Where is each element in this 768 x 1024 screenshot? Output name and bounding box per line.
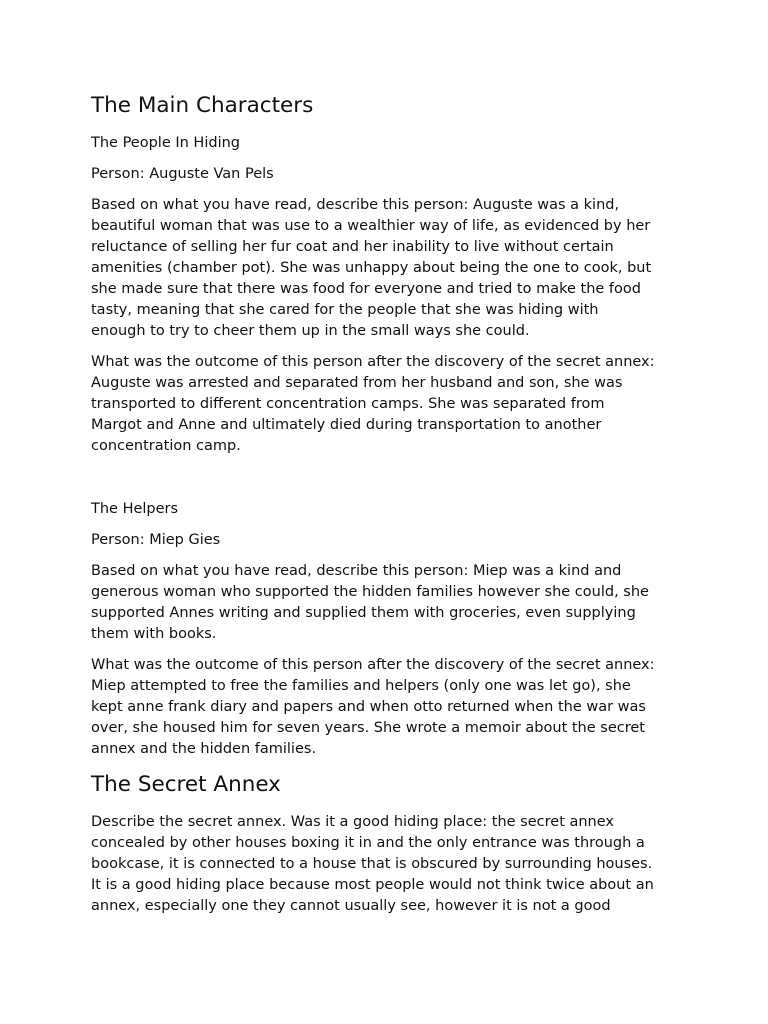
text-line: enough to try to cheer them up in the small ways she could.: [91, 323, 530, 339]
text-line: she made sure that there was food for everyone and tried to make the food: [91, 281, 641, 297]
subheading-people-in-hiding: The People In Hiding: [91, 135, 240, 151]
text-line: Auguste was arrested and separated from her husband and son, she was: [91, 375, 623, 391]
text-line: amenities (chamber pot). She was unhappy about being the one to cook, but: [91, 260, 652, 276]
text-line: concentration camp.: [91, 438, 241, 454]
text-line: them with books.: [91, 626, 217, 642]
text-line: Margot and Anne and ultimately died during transportation to another: [91, 417, 602, 433]
text-line: generous woman who supported the hidden families however she could, she: [91, 584, 649, 600]
text-line: What was the outcome of this person after the discovery of the secret annex:: [91, 354, 655, 370]
subheading-helpers: The Helpers: [91, 501, 179, 517]
person-miep-gies: Person: Miep Gies: [91, 532, 221, 548]
text-line: Based on what you have read, describe this person: Miep was a kind and: [91, 563, 622, 579]
text-line: annex, especially one they cannot usually see, however it is not a good: [91, 898, 611, 914]
secret-annex-description: [91, 812, 691, 917]
text-line: Miep attempted to free the families and helpers (only one was let go), she: [91, 678, 631, 694]
text-line: bookcase, it is connected to a house that is obscured by surrounding houses.: [91, 856, 653, 872]
miep-outcome: [91, 655, 691, 760]
auguste-description: [91, 195, 691, 342]
text-line: Describe the secret annex. Was it a good hiding place: the secret annex: [91, 814, 614, 830]
heading-secret-annex: The Secret Annex: [91, 772, 281, 797]
text-line: over, she housed him for seven years. She wrote a memoir about the secret: [91, 720, 645, 736]
text-line: annex and the hidden families.: [91, 741, 317, 757]
text-line: It is a good hiding place because most people would not think twice about an: [91, 877, 654, 893]
person-auguste-van-pels: Person: Auguste Van Pels: [91, 166, 274, 182]
text-line: reluctance of selling her fur coat and her inability to live without certain: [91, 239, 614, 255]
miep-description: [91, 561, 691, 645]
text-line: What was the outcome of this person after the discovery of the secret annex:: [91, 657, 655, 673]
text-line: transported to different concentration camps. She was separated from: [91, 396, 605, 412]
text-line: beautiful woman that was use to a wealthier way of life, as evidenced by her: [91, 218, 651, 234]
text-line: supported Annes writing and supplied them with groceries, even supplying: [91, 605, 636, 621]
text-line: tasty, meaning that she cared for the people that she was hiding with: [91, 302, 599, 318]
text-line: Based on what you have read, describe this person: Auguste was a kind,: [91, 197, 620, 213]
text-line: kept anne frank diary and papers and when otto returned when the war was: [91, 699, 646, 715]
auguste-outcome: [91, 352, 691, 457]
heading-main-characters: The Main Characters: [91, 93, 314, 118]
text-line: concealed by other houses boxing it in and the only entrance was through a: [91, 835, 645, 851]
